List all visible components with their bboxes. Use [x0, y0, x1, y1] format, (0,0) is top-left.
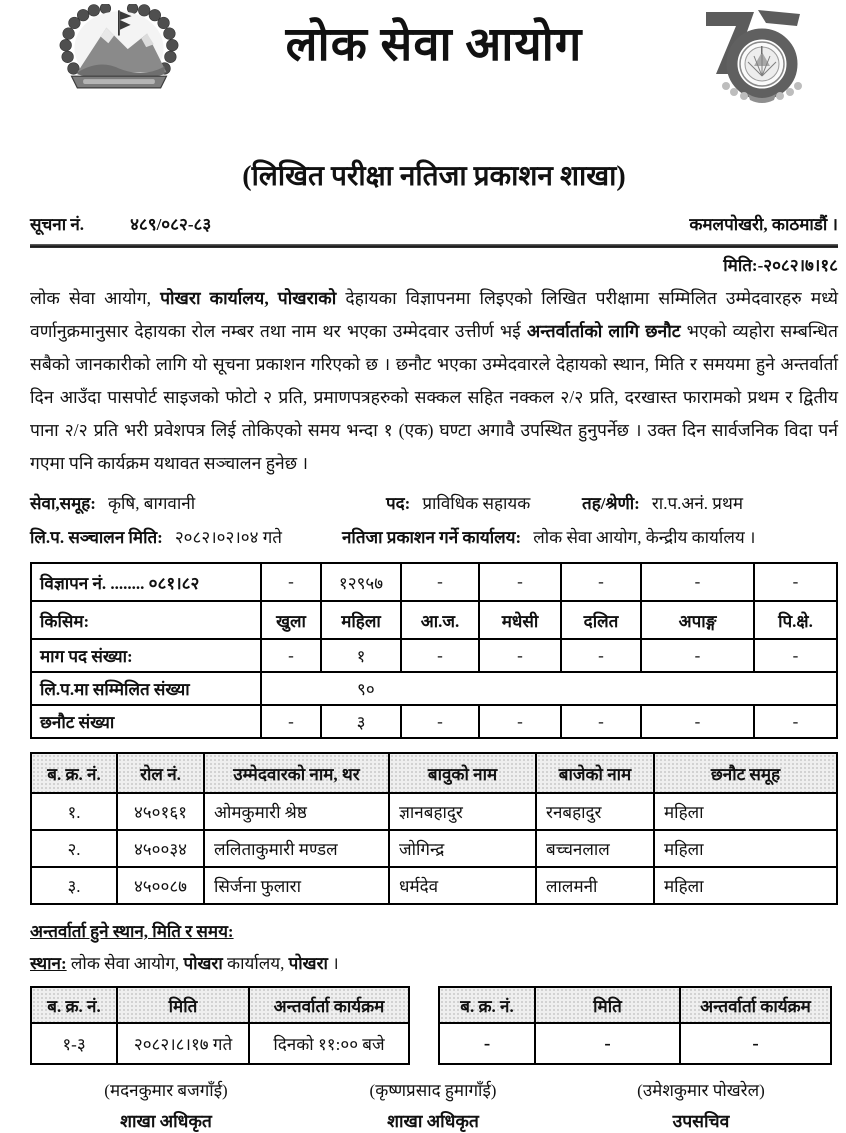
roll-number: ४५००८७	[117, 867, 204, 904]
level-field	[582, 491, 838, 514]
column-header: उम्मेदवारको नाम, थर	[204, 753, 389, 793]
advert-cell: -	[401, 563, 479, 601]
paragraph-text: भएको व्यहोरा सम्बन्धित सबैको जानकारीको लागि यो सूचना प्रकाशन गरिएको छ । छनौट भएका उम्मेदवारले देहायको स्थान, मिति र समयमा हुने अन्तर्वार्ता दिन आउँदा पासपोर्ट साइजको फोटो २ प्रति, प्रमाणपत्रहरुको सक्कल सहित नक्कल २/२ प्रति, दरखास्त फारामको प्रथम र द्वितीय पाना २/२ प्रति भरी प्रवेशपत्र लिई तोकिएको समय भन्दा १ (एक) घण्टा अगावै उपस्थित हुनुपर्नेछ । उक्त दिन सार्वजनिक विदा पर्न गएमा पनि कार्यक्रम यथावत सञ्चालन हुनेछ ।	[30, 321, 838, 473]
interview-selection-bold: अन्तर्वार्ताको लागि छनौट	[526, 321, 681, 341]
selected-cell: -	[641, 705, 754, 738]
venue-office-bold: पोखरा	[183, 954, 223, 973]
level-label: तह/श्रेणी:	[582, 494, 640, 513]
venue-text: कार्यालय,	[222, 954, 289, 973]
advert-cell: -	[641, 563, 754, 601]
demand-cell: -	[561, 639, 641, 672]
father-name: ज्ञानबहादुर	[389, 793, 536, 830]
demand-cell: -	[479, 639, 561, 672]
interview-date: -	[535, 1023, 680, 1064]
father-name: धर्मदेव	[389, 867, 536, 904]
demand-cell: -	[401, 639, 479, 672]
level-value: रा.प.अनं. प्रथम	[651, 494, 743, 513]
category-header: पि.क्षे.	[754, 601, 837, 639]
column-header: ब. क्र. नं.	[439, 987, 535, 1023]
post-value: प्राविधिक सहायक	[422, 494, 531, 513]
selected-cell: -	[261, 705, 321, 738]
paragraph-text: देहायका विज्ञापनमा लिइएको लिखित परीक्षामा सम्मिलित उम्मेदवारहरु मध्ये वर्णानुक्रमानुसार देहायका रोल नम्बर तथा नाम थर भएका उम्मेदवार उत्तीर्ण भई	[30, 288, 838, 341]
service-group-value: कृषि, बागवानी	[107, 494, 196, 513]
interview-venue-line	[30, 951, 838, 974]
column-header: मिति	[117, 987, 249, 1023]
exam-date-label: लि.प. सञ्चालन मिति:	[30, 528, 163, 547]
signatory-title: उपसचिव	[672, 1111, 730, 1131]
signatory-name: (मदनकुमार बजगाँई)	[104, 1081, 228, 1100]
venue-city-bold: पोखरा	[288, 954, 328, 973]
table-row	[31, 601, 837, 639]
table-row	[31, 563, 837, 601]
column-header: बाजेको नाम	[536, 753, 654, 793]
publishing-office-label: नतिजा प्रकाशन गर्ने कार्यालय:	[342, 528, 522, 547]
post-label: पद:	[386, 494, 411, 513]
column-header: ब. क्र. नं.	[31, 753, 117, 793]
publishing-office-field	[342, 525, 838, 548]
anniversary-75-icon	[700, 2, 812, 104]
candidates-header-row	[31, 753, 837, 793]
candidate-row	[31, 867, 837, 904]
selected-cell: ३	[321, 705, 401, 738]
interview-section-heading: अन्तर्वार्ता हुने स्थान, मिति र समय:	[30, 922, 234, 941]
document-header	[30, 0, 838, 140]
demand-cell: १	[321, 639, 401, 672]
table-row	[31, 639, 837, 672]
column-header: ब. क्र. नं.	[31, 987, 117, 1023]
signature-row	[30, 1078, 838, 1133]
signature-block	[564, 1078, 838, 1133]
notice-number-row	[30, 212, 838, 235]
demand-cell: -	[261, 639, 321, 672]
candidate-row	[31, 830, 837, 867]
advert-cell: -	[479, 563, 561, 601]
candidate-name: ओमकुमारी श्रेष्ठ	[204, 793, 389, 830]
signatory-name: (कृष्णप्रसाद हुमागाँई)	[369, 1081, 497, 1100]
service-group-field	[30, 491, 386, 514]
demand-cell: -	[641, 639, 754, 672]
service-group-label: सेवा,समूह:	[30, 494, 96, 513]
category-header: अपाङ्ग	[641, 601, 754, 639]
notice-number-label: सूचना नं.	[30, 215, 85, 234]
table-row	[31, 705, 837, 738]
signature-block	[302, 1078, 564, 1133]
signatory-title: शाखा अधिकृत	[387, 1111, 479, 1131]
grandfather-name: रनबहादुर	[536, 793, 654, 830]
notice-number-value: ४८९/०८२-८३	[130, 215, 212, 234]
column-header: मिति	[535, 987, 680, 1023]
table-row	[31, 672, 837, 705]
advert-cell: -	[561, 563, 641, 601]
demand-cell: -	[754, 639, 837, 672]
category-header: मधेसी	[479, 601, 561, 639]
signatory-name: (उमेशकुमार पोखरेल)	[637, 1081, 765, 1100]
serial-number: २.	[31, 830, 117, 867]
category-header: आ.ज.	[401, 601, 479, 639]
notice-number-group	[30, 212, 211, 235]
roll-number: ४५००३४	[117, 830, 204, 867]
candidate-name: ललिताकुमारी मण्डल	[204, 830, 389, 867]
publishing-office-value: लोक सेवा आयोग, केन्द्रीय कार्यालय ।	[533, 528, 756, 547]
column-header: अन्तर्वार्ता कार्यक्रम	[680, 987, 831, 1023]
selection-group: महिला	[654, 867, 837, 904]
office-location: कमलपोखरी, काठमाडौं ।	[689, 215, 838, 234]
category-header: दलित	[561, 601, 641, 639]
selection-group: महिला	[654, 830, 837, 867]
selected-cell: -	[561, 705, 641, 738]
selection-group: महिला	[654, 793, 837, 830]
category-header: खुला	[261, 601, 321, 639]
selected-cell: -	[401, 705, 479, 738]
exam-date-value: २०८२।०२।०४ गते	[174, 528, 282, 547]
schedule-row	[31, 1023, 409, 1064]
appeared-row-label: लि.प.मा सम्मिलित संख्या	[31, 672, 261, 705]
department-subtitle: (लिखित परीक्षा नतिजा प्रकाशन शाखा)	[242, 161, 626, 192]
serial-range: -	[439, 1023, 535, 1064]
candidate-name: सिर्जना फुलारा	[204, 867, 389, 904]
interview-time: -	[680, 1023, 831, 1064]
grandfather-name: बच्चनलाल	[536, 830, 654, 867]
org-title: लोक सेवा आयोग	[285, 19, 583, 71]
divider-rule	[30, 244, 838, 248]
category-row-label: किसिम:	[31, 601, 261, 639]
serial-range: १-३	[31, 1023, 117, 1064]
signatory-title: शाखा अधिकृत	[120, 1111, 212, 1131]
interview-time: दिनको ११:०० बजे	[249, 1023, 409, 1064]
issue-date: मिति:-२०८२।७।१८	[723, 256, 838, 275]
interview-date: २०८२।८।१७ गते	[117, 1023, 249, 1064]
category-header: महिला	[321, 601, 401, 639]
office-name-bold: पोखरा कार्यालय, पोखराको	[160, 288, 337, 308]
column-header: बावुको नाम	[389, 753, 536, 793]
serial-number: ३.	[31, 867, 117, 904]
appeared-count: ९०	[261, 672, 837, 705]
venue-text: लोक सेवा आयोग,	[66, 954, 184, 973]
schedule-table-right	[438, 986, 832, 1065]
grandfather-name: लालमनी	[536, 867, 654, 904]
exam-info-row	[30, 525, 838, 548]
exam-date-field	[30, 525, 342, 548]
nepal-coat-of-arms-icon	[56, 4, 182, 100]
selected-row-label: छनौट संख्या	[31, 705, 261, 738]
interview-schedule-tables	[30, 986, 838, 1065]
schedule-header-row	[31, 987, 409, 1023]
advert-cell: -	[261, 563, 321, 601]
roll-number: ४५०१६१	[117, 793, 204, 830]
advert-number-label: विज्ञापन नं. ........ ०८१।८२	[31, 563, 261, 601]
advert-cell: -	[754, 563, 837, 601]
candidates-table	[30, 752, 838, 905]
selected-cell: -	[479, 705, 561, 738]
schedule-table-left	[30, 986, 410, 1065]
column-header: अन्तर्वार्ता कार्यक्रम	[249, 987, 409, 1023]
column-header: छनौट समूह	[654, 753, 837, 793]
serial-number: १.	[31, 793, 117, 830]
venue-text: ।	[327, 954, 339, 973]
candidate-row	[31, 793, 837, 830]
schedule-row	[439, 1023, 831, 1064]
notice-paragraph	[30, 282, 838, 480]
column-header: रोल नं.	[117, 753, 204, 793]
schedule-header-row	[439, 987, 831, 1023]
paragraph-text: लोक सेवा आयोग,	[30, 288, 161, 308]
signature-block	[30, 1078, 302, 1133]
post-field	[386, 491, 582, 514]
service-info-row	[30, 491, 838, 514]
venue-label: स्थान:	[30, 954, 67, 973]
selected-cell: -	[754, 705, 837, 738]
advert-cell: १२९५७	[321, 563, 401, 601]
father-name: जोगिन्द्र	[389, 830, 536, 867]
vacancy-summary-table	[30, 562, 838, 739]
demand-row-label: माग पद संख्या:	[31, 639, 261, 672]
